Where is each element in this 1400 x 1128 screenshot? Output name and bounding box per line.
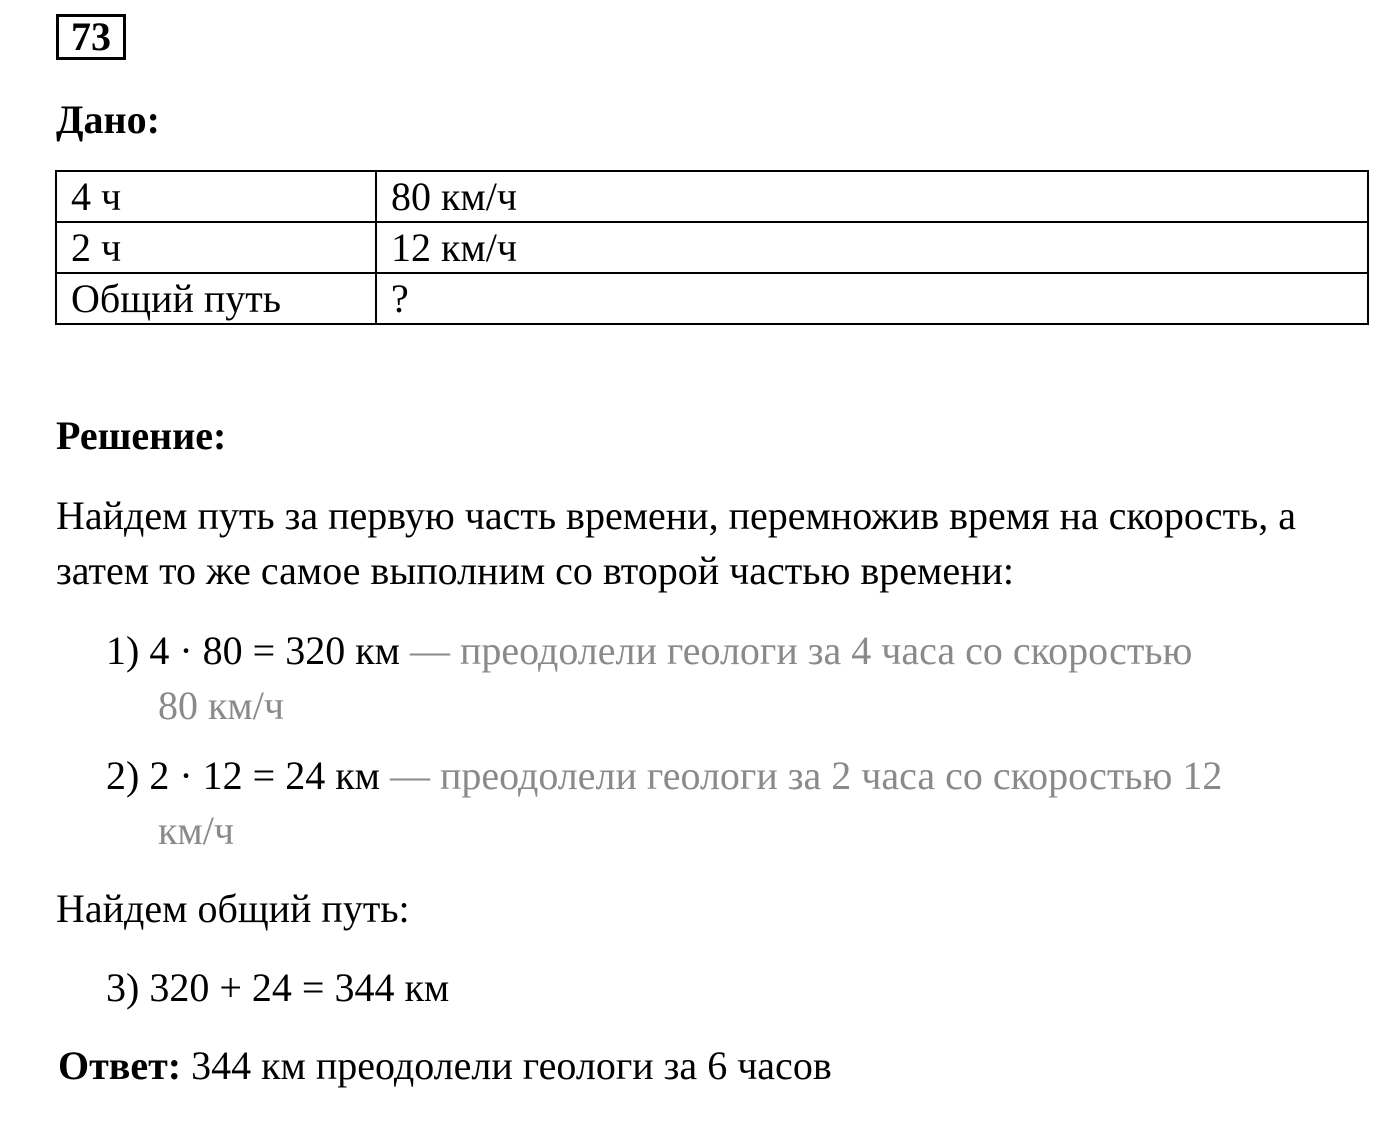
- step-number: 2): [106, 753, 140, 798]
- table-cell-speed-1: 80 км/ч: [376, 171, 1368, 222]
- step-expression: 2 · 12 = 24 км: [149, 753, 380, 798]
- solution-intro: Найдем путь за первую часть времени, перемножив время на скорость, а затем то же самое выполним со второй частью времени:: [56, 493, 1297, 593]
- step-note-continuation: 80 км/ч: [158, 683, 284, 728]
- total-intro: Найдем общий путь:: [56, 886, 410, 931]
- table-cell-speed-2: 12 км/ч: [376, 222, 1368, 273]
- table-cell-total-value: ?: [376, 273, 1368, 324]
- step-note-continuation: км/ч: [158, 808, 234, 853]
- solution-step-2: [106, 748, 1376, 858]
- step-expression: 4 · 80 = 320 км: [149, 628, 400, 673]
- table-cell-total-label: Общий путь: [56, 273, 376, 324]
- step-number: 1): [106, 628, 140, 673]
- step-note: — преодолели геологи за 4 часа со скоростью: [409, 628, 1193, 673]
- table-row: [56, 222, 1368, 273]
- solution-step-1: [106, 623, 1376, 733]
- table-row: [56, 273, 1368, 324]
- step-expression: 320 + 24 = 344 км: [149, 965, 450, 1010]
- answer-text: 344 км преодолели геологи за 6 часов: [191, 1043, 832, 1088]
- given-heading: Дано:: [56, 97, 160, 142]
- table-cell-time-2: 2 ч: [56, 222, 376, 273]
- table-row: [56, 171, 1368, 222]
- answer-line: [58, 1038, 832, 1093]
- step-number: 3): [106, 965, 140, 1010]
- given-table: [55, 170, 1369, 325]
- problem-number-box: 73: [56, 14, 126, 60]
- answer-label: Ответ:: [58, 1043, 182, 1088]
- step-note: — преодолели геологи за 2 часа со скоростью 12: [389, 753, 1223, 798]
- solution-heading: Решение:: [56, 413, 227, 458]
- solution-step-3: [106, 960, 1376, 1015]
- table-cell-time-1: 4 ч: [56, 171, 376, 222]
